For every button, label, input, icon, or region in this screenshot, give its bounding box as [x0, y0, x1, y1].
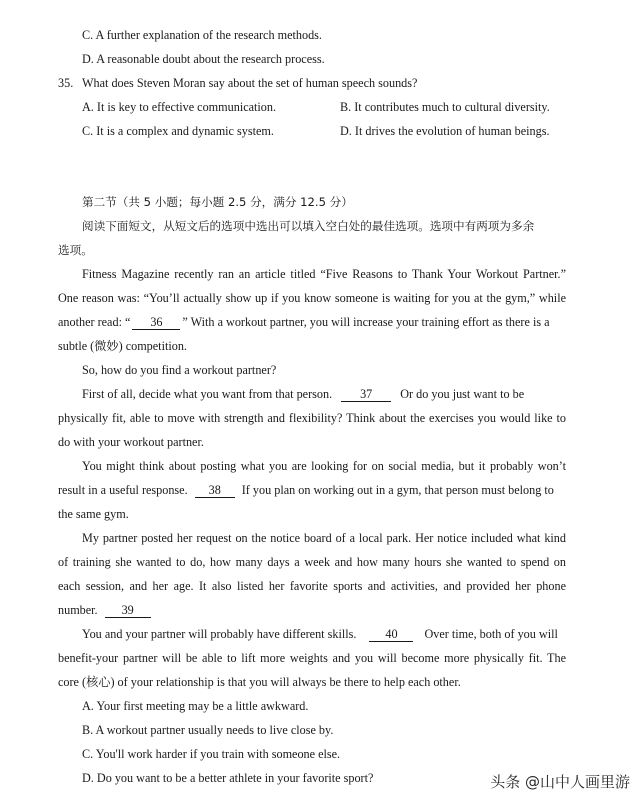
q34-option-d: D. A reasonable doubt about the research process.	[82, 52, 325, 66]
passage-text: number.	[58, 603, 98, 617]
q35-option-b: B. It contributes much to cultural diversity.	[340, 100, 550, 114]
passage-line: So, how do you find a workout partner?	[82, 363, 277, 377]
passage-line: Fitness Magazine recently ran an article titled “Five Reasons to Thank Your Workout Partner.”	[82, 267, 566, 281]
passage-line: core (核心) of your relationship is that you will always be there to help each other.	[58, 675, 461, 689]
option-a: A. Your first meeting may be a little awkward.	[82, 699, 309, 713]
passage-text: You and your partner will probably have different skills.	[82, 627, 357, 641]
passage-line: of training she wanted to do, how many days a week and how many hours she wanted to spend on	[58, 555, 566, 569]
passage-line-with-blank	[58, 482, 554, 498]
blank-39: 39	[105, 604, 151, 618]
source-watermark: 头条 @山中人画里游	[490, 773, 630, 791]
passage-line: benefit-your partner will be able to lift more weights and you will become more physically fit. The	[58, 651, 566, 665]
blank-38: 38	[195, 484, 235, 498]
passage-line: subtle (微妙) competition.	[58, 339, 187, 353]
passage-line: the same gym.	[58, 507, 129, 521]
passage-line-with-blank	[58, 602, 153, 618]
passage-text: Over time, both of you will	[424, 627, 558, 641]
passage-line: physically fit, able to move with strength and flexibility? Think about the exercises you would like to	[58, 411, 566, 425]
passage-line: each session, and her age. It also listed her favorite sports and activities, and provided her phone	[58, 579, 566, 593]
q35-number: 35.	[58, 76, 74, 90]
passage-line-with-blank	[58, 314, 550, 330]
passage-text: result in a useful response.	[58, 483, 188, 497]
passage-line: One reason was: “You’ll actually show up if you know someone is waiting for you at the gym,” while	[58, 291, 566, 305]
q35-option-c: C. It is a complex and dynamic system.	[82, 124, 274, 138]
passage-text: Or do you just want to be	[400, 387, 525, 401]
blank-36: 36	[132, 316, 180, 330]
passage-line: do with your workout partner.	[58, 435, 204, 449]
q35-option-a: A. It is key to effective communication.	[82, 100, 277, 114]
blank-37: 37	[341, 388, 391, 402]
q35-option-d: D. It drives the evolution of human beings.	[340, 124, 550, 138]
q35-question: What does Steven Moran say about the set of human speech sounds?	[82, 76, 418, 90]
section-instruction-line2: 选项。	[58, 243, 93, 257]
option-d: D. Do you want to be a better athlete in your favorite sport?	[82, 771, 374, 785]
passage-text: another read: “	[58, 315, 131, 329]
passage-line: My partner posted her request on the notice board of a local park. Her notice included what kind	[82, 531, 566, 545]
passage-line-with-blank	[82, 626, 558, 642]
section-instruction-line1: 阅读下面短文，从短文后的选项中选出可以填入空白处的最佳选项。选项中有两项为多余	[82, 219, 535, 233]
passage-text: First of all, decide what you want from that person.	[82, 387, 333, 401]
passage-line-with-blank	[82, 386, 524, 402]
option-c: C. You'll work harder if you train with someone else.	[82, 747, 341, 761]
q34-option-c: C. A further explanation of the research methods.	[82, 28, 322, 42]
blank-40: 40	[369, 628, 413, 642]
passage-text: ” With a workout partner, you will increase your training effort as there is a	[182, 315, 550, 329]
passage-line: You might think about posting what you are looking for on social media, but it probably won’t	[82, 459, 566, 473]
option-b: B. A workout partner usually needs to live close by.	[82, 723, 334, 737]
section-heading: 第二节（共 5 小题；每小题 2.5 分，满分 12.5 分）	[82, 195, 353, 209]
passage-text: If you plan on working out in a gym, that person must belong to	[241, 483, 554, 497]
